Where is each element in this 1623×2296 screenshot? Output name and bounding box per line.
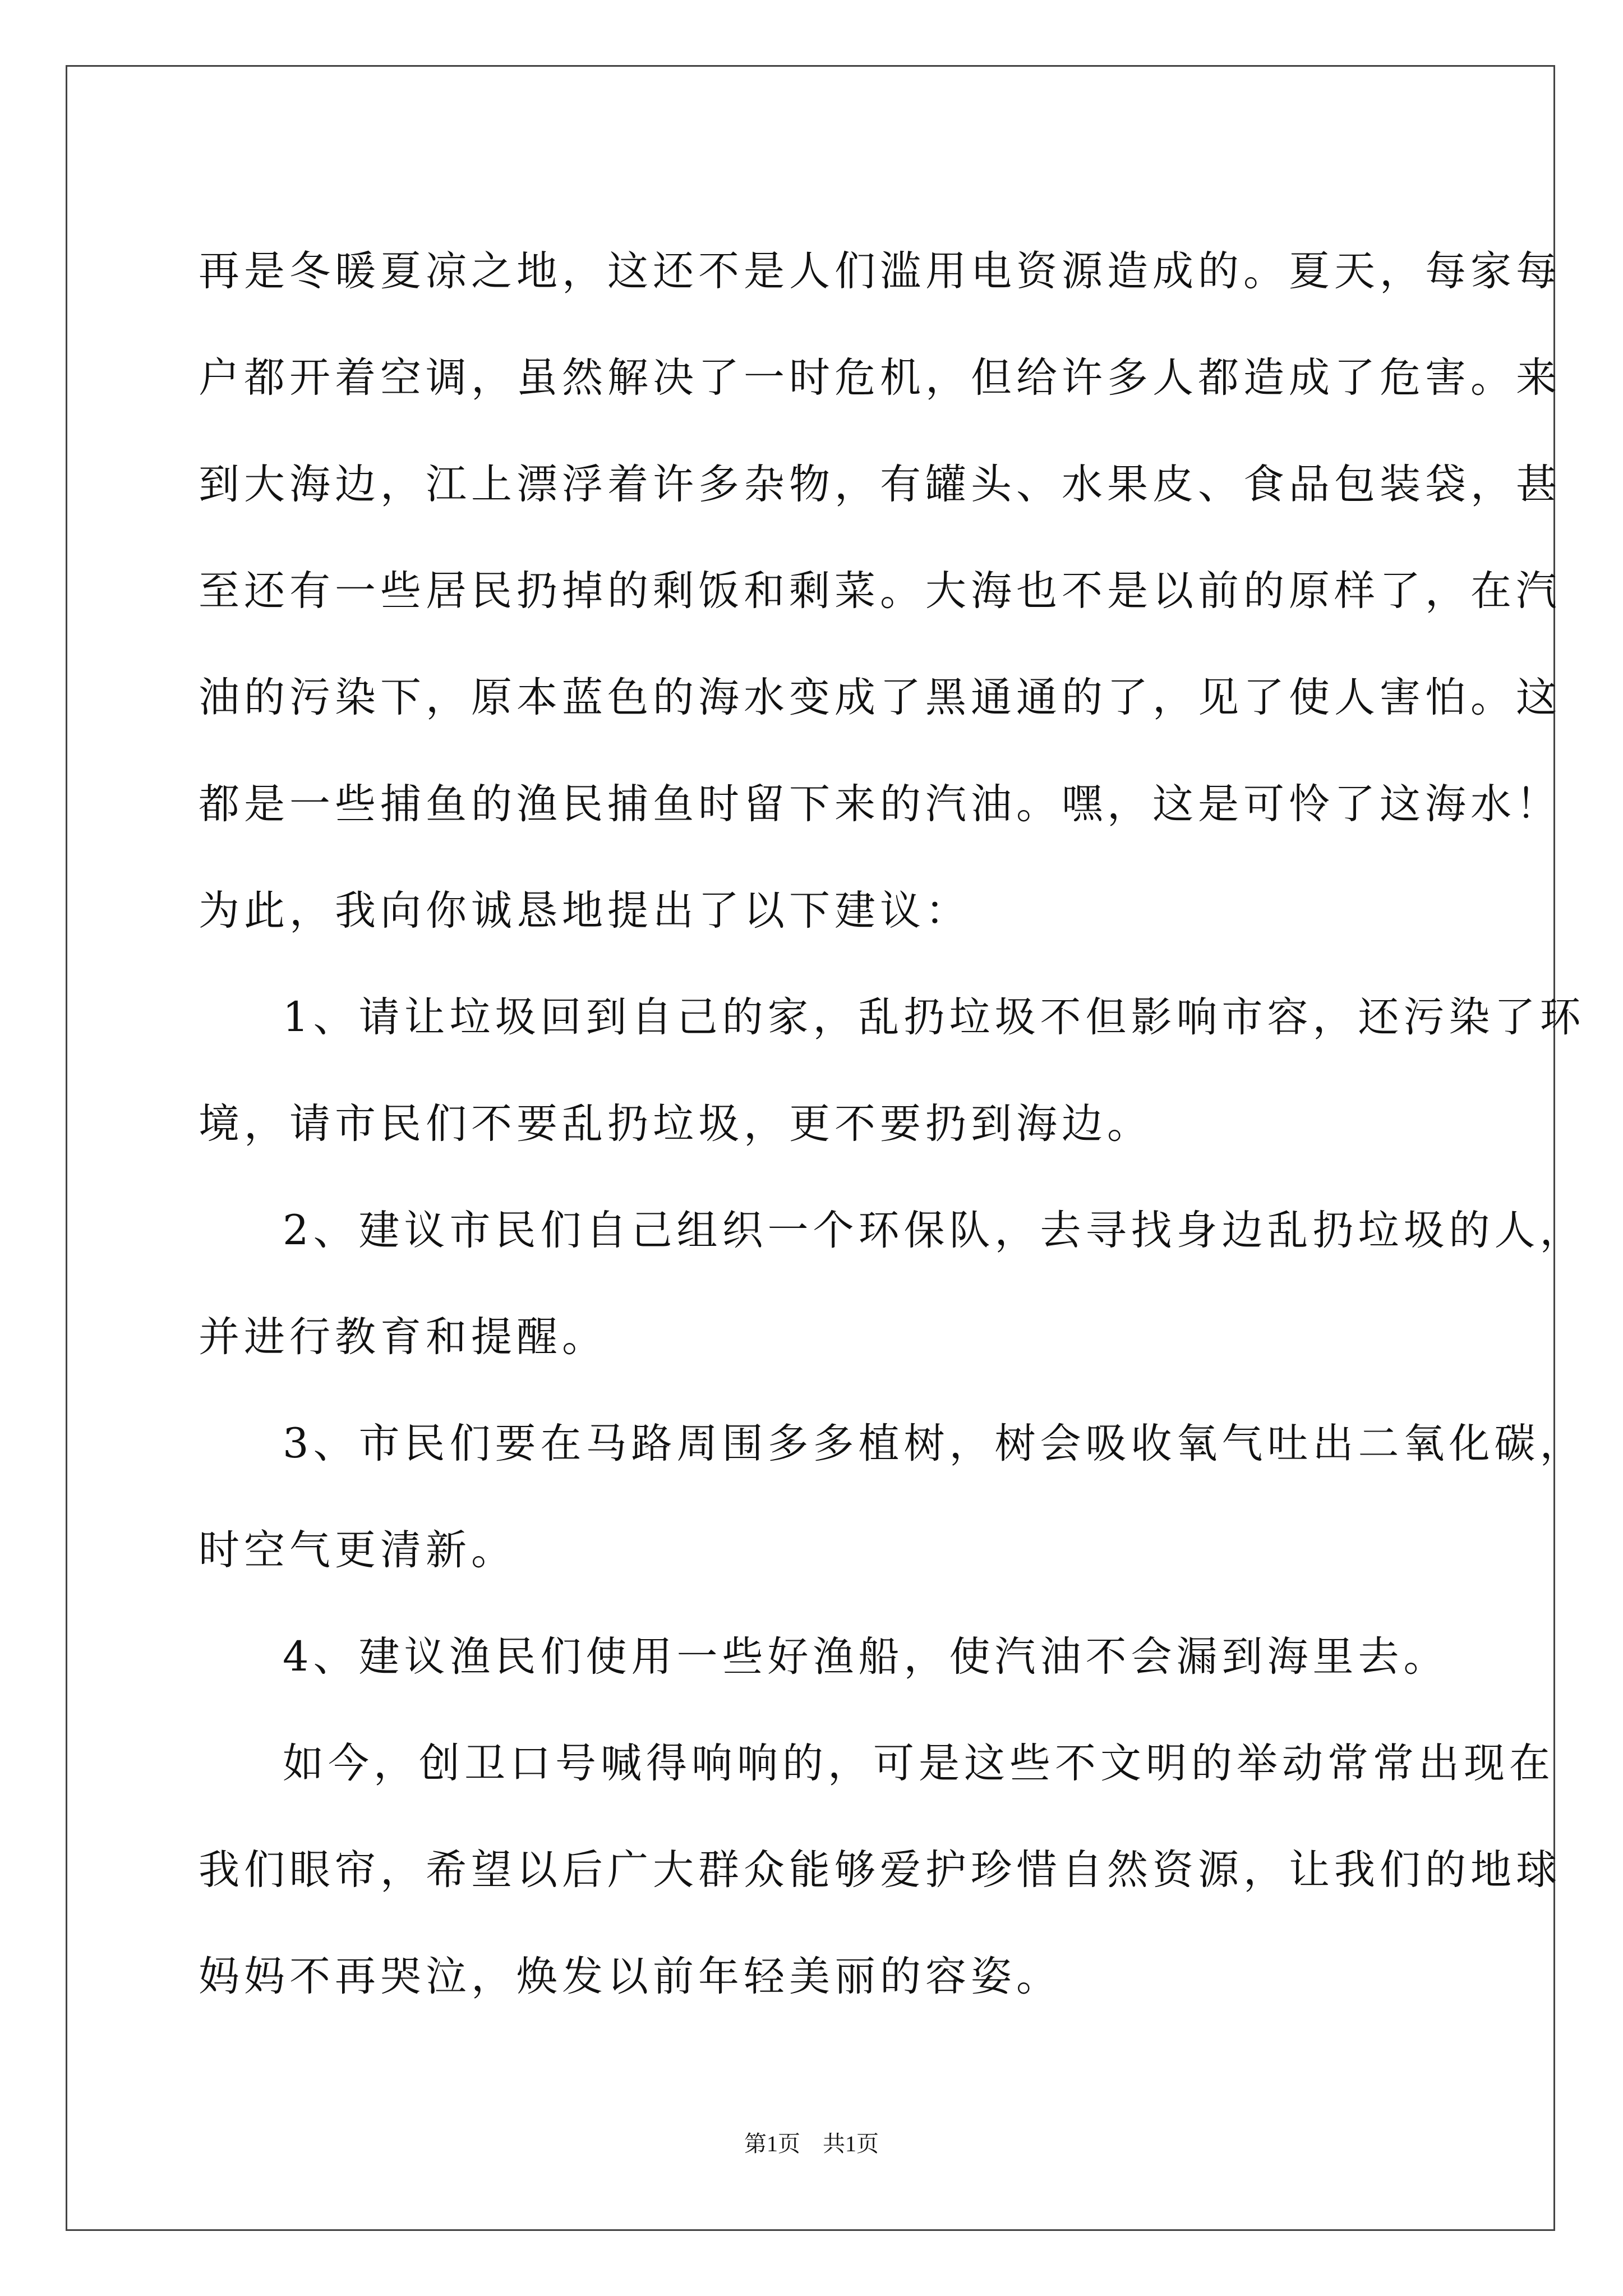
document-body bbox=[199, 218, 1585, 2030]
text-line: 都是一些捕鱼的渔民捕鱼时留下来的汽油。嘿，这是可怜了这海水！ bbox=[199, 780, 1561, 828]
closing-paragraph-line: 如今，创卫口号喊得响响的，可是这些不文明的举动常常出现在 bbox=[283, 1740, 1555, 1787]
text-line: 为此，我向你诚恳地提出了以下建议： bbox=[199, 887, 971, 935]
text-line: 妈妈不再哭泣，焕发以前年轻美丽的容姿。 bbox=[199, 1953, 1062, 2000]
list-item-3-line: 3、市民们要在马路周围多多植树，树会吸收氧气吐出二氧化碳， bbox=[283, 1420, 1585, 1467]
text-line: 我们眼帘，希望以后广大群众能够爱护珍惜自然资源，让我们的地球 bbox=[199, 1846, 1561, 1894]
text-line: 户都开着空调，虽然解决了一时危机，但给许多人都造成了危害。来 bbox=[199, 354, 1561, 402]
text-line: 到大海边，江上漂浮着许多杂物，有罐头、水果皮、食品包装袋，甚 bbox=[199, 461, 1561, 508]
text-line: 再是冬暖夏凉之地，这还不是人们滥用电资源造成的。夏天，每家每 bbox=[199, 247, 1561, 295]
page-number-footer: 第1页 共1页 bbox=[744, 2131, 879, 2156]
text-line: 油的污染下，原本蓝色的海水变成了黑通通的了，见了使人害怕。这 bbox=[199, 674, 1561, 721]
list-item-1-line: 1、请让垃圾回到自己的家，乱扔垃圾不但影响市容，还污染了环 bbox=[283, 993, 1585, 1041]
text-line: 境，请市民们不要乱扔垃圾，更不要扔到海边。 bbox=[199, 1100, 1152, 1148]
list-item-4-line: 4、建议渔民们使用一些好渔船，使汽油不会漏到海里去。 bbox=[283, 1633, 1449, 1681]
text-line: 时空气更清新。 bbox=[199, 1526, 517, 1574]
list-item-2-line: 2、建议市民们自己组织一个环保队，去寻找身边乱扔垃圾的人， bbox=[283, 1207, 1585, 1254]
text-line: 至还有一些居民扔掉的剩饭和剩菜。大海也不是以前的原样了，在汽 bbox=[199, 567, 1561, 615]
text-line: 并进行教育和提醒。 bbox=[199, 1313, 607, 1361]
